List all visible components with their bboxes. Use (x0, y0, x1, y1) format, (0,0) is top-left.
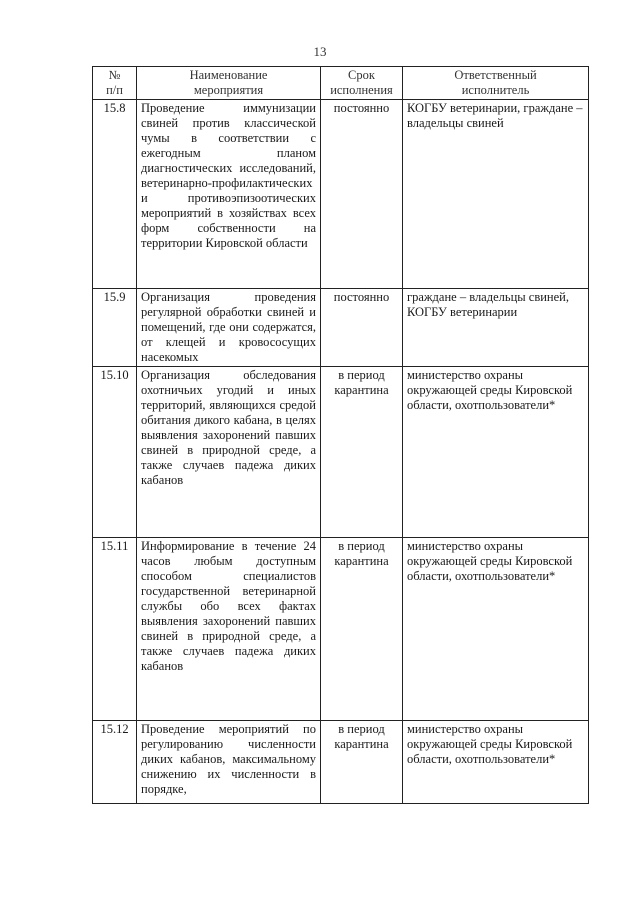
row-term: постоянно (321, 100, 403, 289)
row-responsible: министерство охраны окружающей среды Кировской области, охотпользователи* (403, 721, 589, 804)
row-number: 15.8 (93, 100, 137, 289)
header-num: № п/п (93, 67, 137, 100)
table-row (93, 721, 589, 804)
table-header-row (93, 67, 589, 100)
row-measure: Организация проведения регулярной обработки свиней и помещений, где они содержатся, от клещей и кровососущих насекомых (137, 289, 321, 367)
row-term: в период карантина (321, 367, 403, 538)
measures-table (92, 66, 589, 804)
table-row (93, 100, 589, 289)
row-term: в период карантина (321, 721, 403, 804)
header-name: Наименование мероприятия (137, 67, 321, 100)
row-responsible: граждане – владельцы свиней, КОГБУ ветеринарии (403, 289, 589, 367)
table-row (93, 367, 589, 538)
row-responsible: министерство охраны окружающей среды Кировской области, охотпользователи* (403, 538, 589, 721)
row-responsible: КОГБУ ветеринарии, граждане – владельцы свиней (403, 100, 589, 289)
row-measure: Информирование в течение 24 часов любым доступным способом специалистов государственной ветеринарной службы обо всех фактах выявления захоронений павших свиней в природной среде, а также случаев падежа диких кабанов (137, 538, 321, 721)
row-number: 15.9 (93, 289, 137, 367)
row-term: в период карантина (321, 538, 403, 721)
table-row (93, 538, 589, 721)
row-term: постоянно (321, 289, 403, 367)
row-number: 15.12 (93, 721, 137, 804)
row-responsible: министерство охраны окружающей среды Кировской области, охотпользователи* (403, 367, 589, 538)
row-measure: Проведение иммунизации свиней против классической чумы в соответствии с ежегодным планом диагностических исследований, ветеринарно-профилактических и противоэпизоотических мероприятий в хозяйствах всех форм собственности на территории Кировской области (137, 100, 321, 289)
row-measure: Проведение мероприятий по регулированию численности диких кабанов, максимальному снижению их численности в порядке, (137, 721, 321, 804)
page-number: 13 (313, 44, 327, 59)
row-number: 15.10 (93, 367, 137, 538)
row-measure: Организация обследования охотничьих угодий и иных территорий, являющихся средой обитания дикого кабана, в целях выявления захоронений павших свиней в природной среде, а также случаев падежа диких кабанов (137, 367, 321, 538)
header-term: Срок исполнения (321, 67, 403, 100)
table-row (93, 289, 589, 367)
row-number: 15.11 (93, 538, 137, 721)
header-responsible: Ответственный исполнитель (403, 67, 589, 100)
